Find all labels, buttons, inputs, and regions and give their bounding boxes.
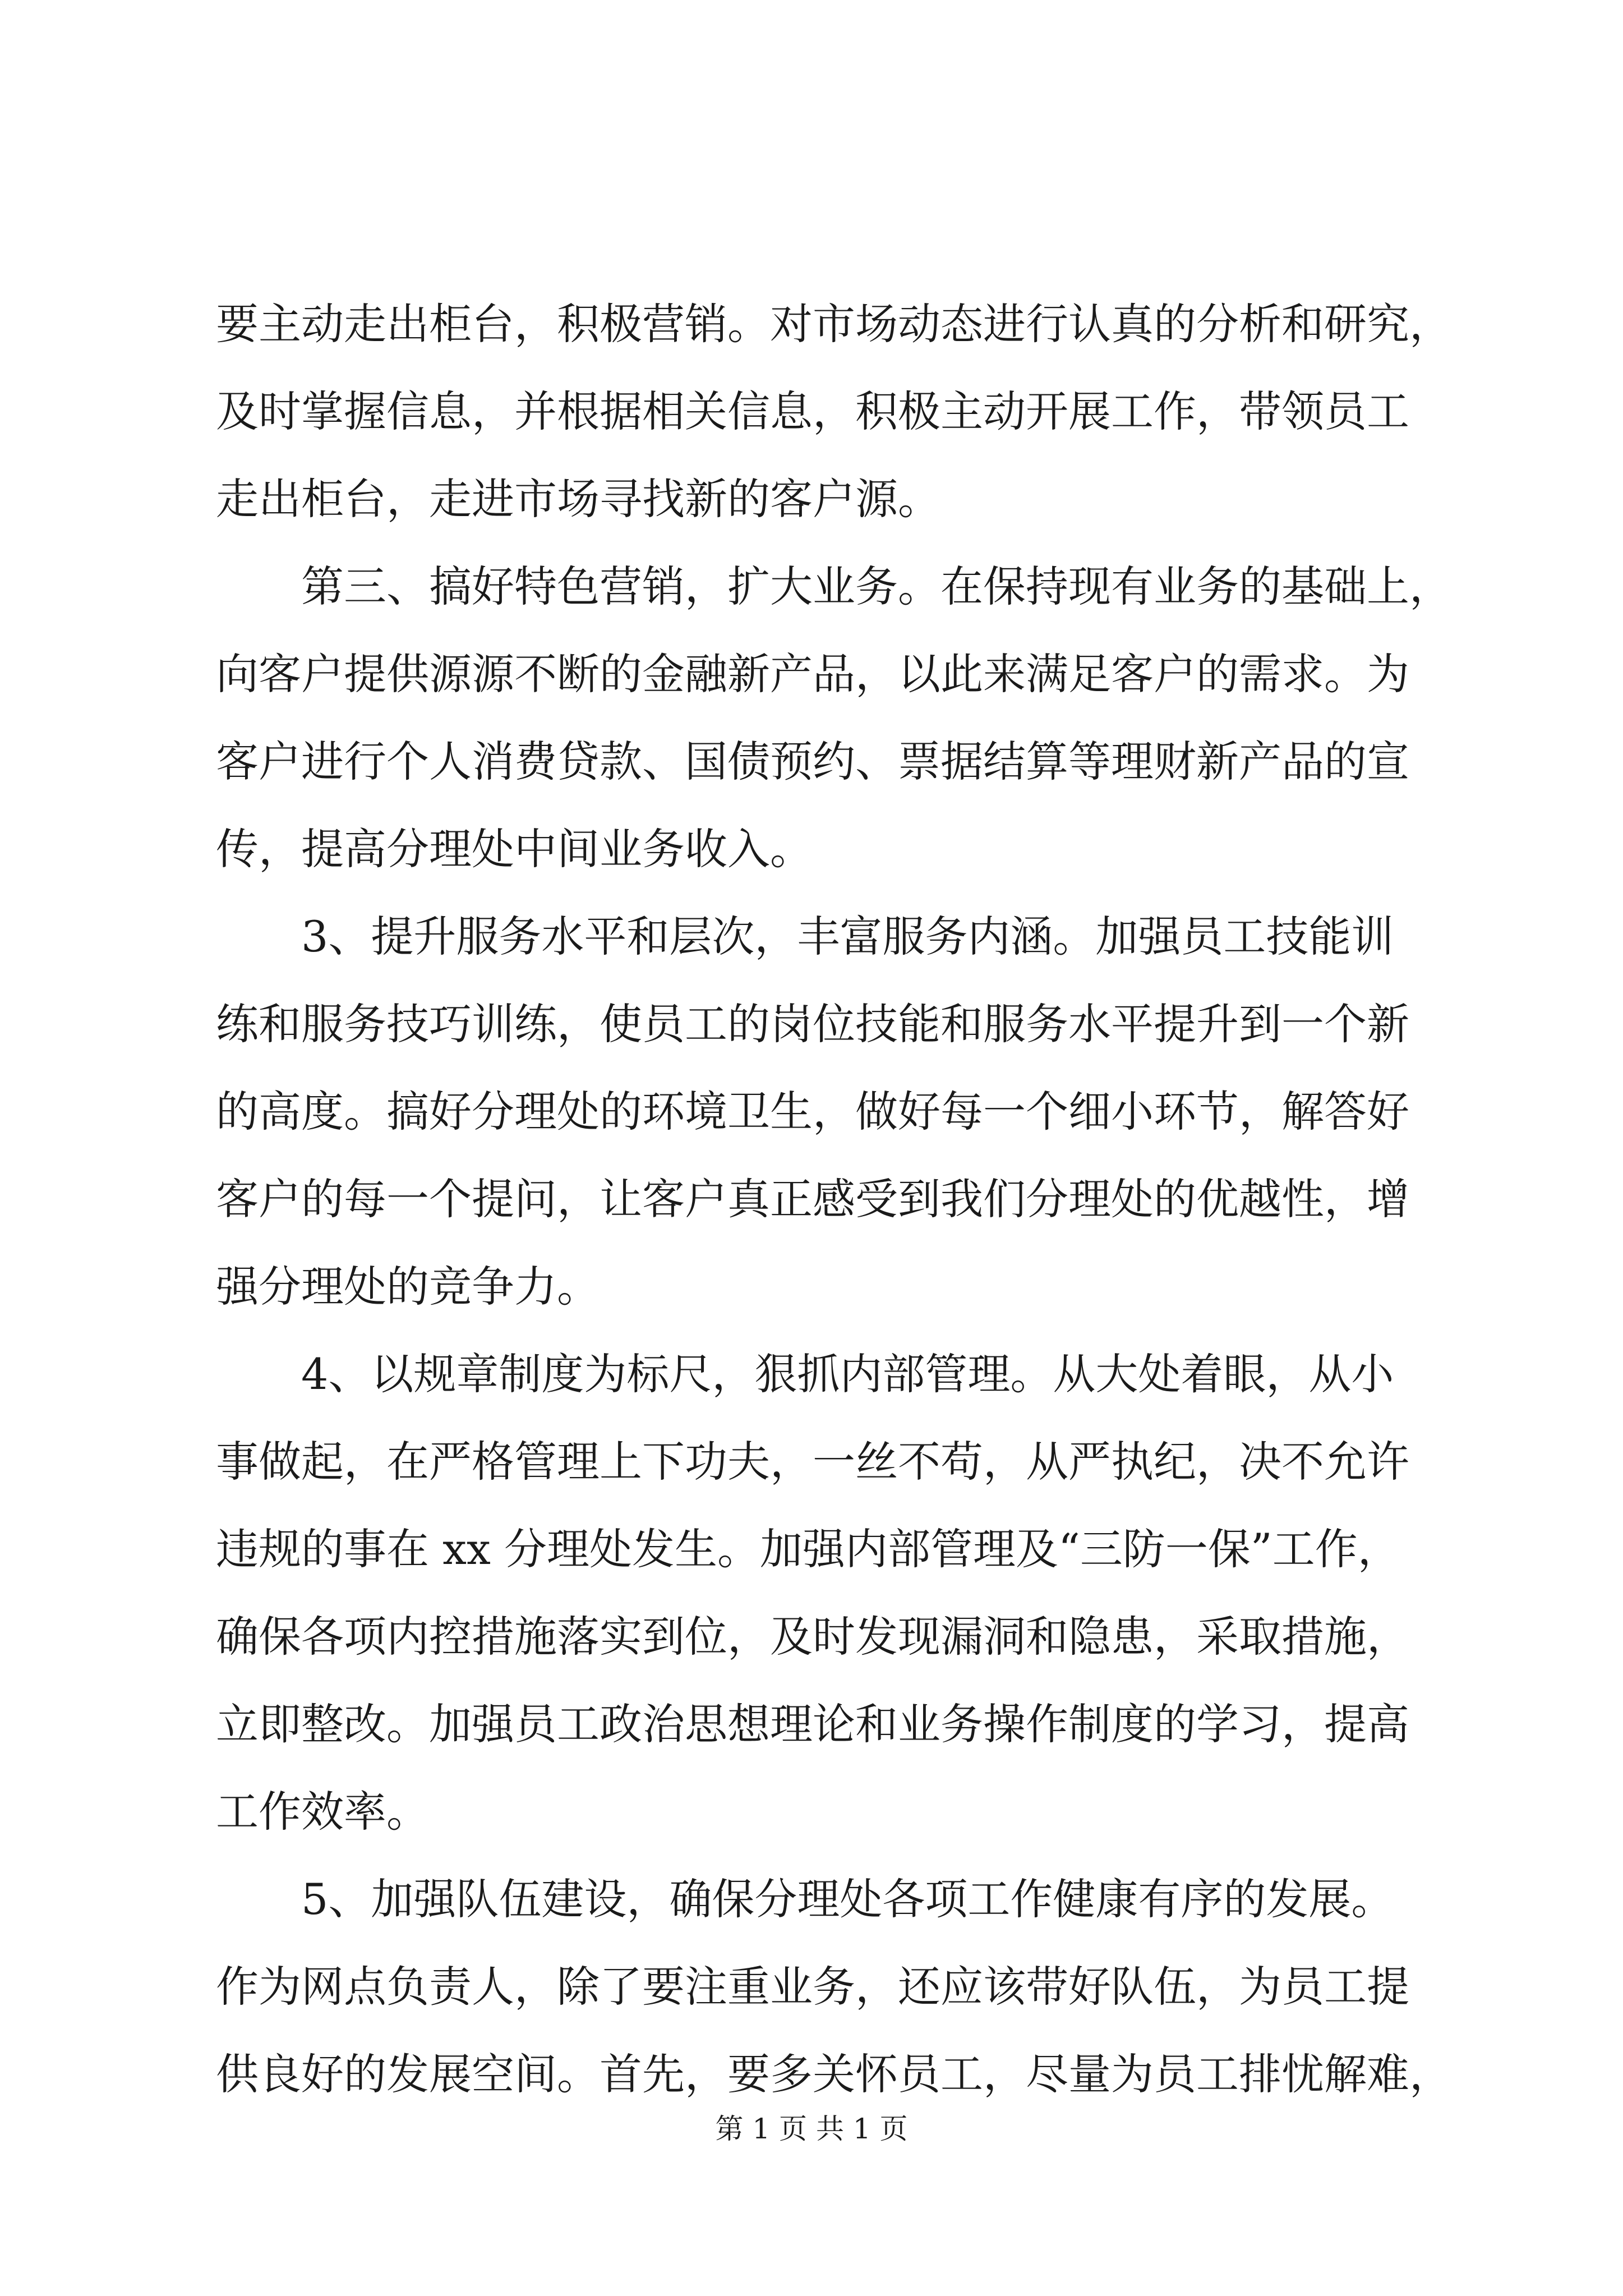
document-body (216, 280, 1452, 2118)
text-line: 作为网点负责人，除了要注重业务，还应该带好队伍，为员工提 (216, 1962, 1409, 2012)
text-line: 强分理处的竞争力。 (216, 1262, 600, 1312)
text-line: 违规的事在 xx 分理处发生。加强内部管理及“三防一保”工作， (216, 1524, 1400, 1574)
text-line: 工作效率。 (216, 1787, 429, 1837)
paragraph-start-line: 3、提升服务水平和层次，丰富服务内涵。加强员工技能训 (301, 912, 1394, 961)
text-line: 走出柜台，走进市场寻找新的客户源。 (216, 474, 940, 524)
text-line: 供良好的发展空间。首先，要多关怀员工，尽量为员工排忧解难， (216, 2049, 1452, 2099)
paragraph-start-line: 4、以规章制度为标尺，狠抓内部管理。从大处着眼，从小 (301, 1349, 1394, 1399)
text-line: 客户的每一个提问，让客户真正感受到我们分理处的优越性，增 (216, 1174, 1409, 1224)
paragraph-start-line: 5、加强队伍建设，确保分理处各项工作健康有序的发展。 (301, 1874, 1394, 1924)
paragraph-start-line: 第三、搞好特色营销，扩大业务。在保持现有业务的基础上， (301, 562, 1452, 611)
text-line: 客户进行个人消费贷款、国债预约、票据结算等理财新产品的宣 (216, 737, 1409, 786)
text-line: 立即整改。加强员工政治思想理论和业务操作制度的学习，提高 (216, 1699, 1409, 1749)
text-line: 向客户提供源源不断的金融新产品，以此来满足客户的需求。为 (216, 649, 1409, 699)
text-line: 及时掌握信息，并根据相关信息，积极主动开展工作，带领员工 (216, 386, 1409, 436)
text-line: 的高度。搞好分理处的环境卫生，做好每一个细小环节，解答好 (216, 1087, 1409, 1137)
text-line: 确保各项内控措施落实到位，及时发现漏洞和隐患，采取措施， (216, 1612, 1409, 1662)
text-line: 传，提高分理处中间业务收入。 (216, 824, 813, 874)
text-line: 练和服务技巧训练，使员工的岗位技能和服务水平提升到一个新 (216, 999, 1409, 1049)
text-line: 事做起，在严格管理上下功夫，一丝不苟，从严执纪，决不允许 (216, 1437, 1409, 1487)
page-footer: 第 1 页 共 1 页 (715, 2113, 908, 2145)
text-line: 要主动走出柜台，积极营销。对市场动态进行认真的分析和研究， (216, 299, 1452, 349)
